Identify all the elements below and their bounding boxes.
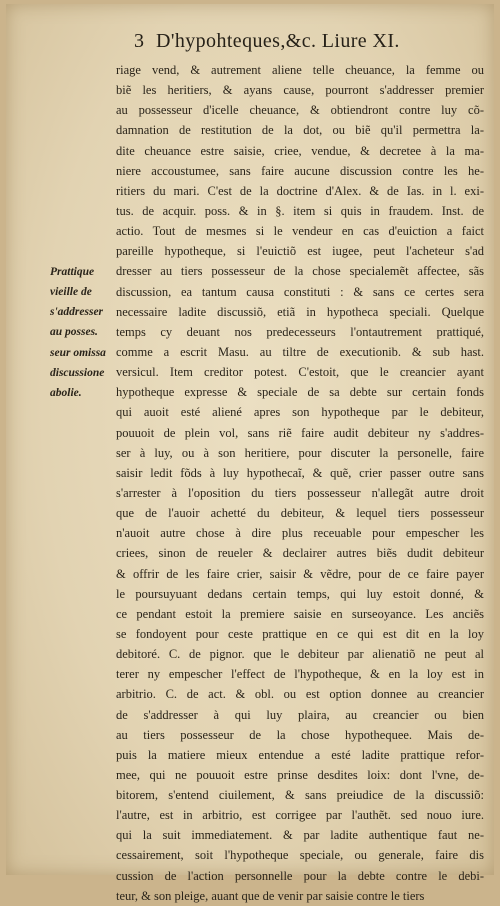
text-line: s'arrester à l'oposition du tiers possesseur n'allegãt autre droit — [116, 485, 484, 500]
text-line: temps cy deuant nos predecesseurs l'ontautrement prattiqué, — [116, 324, 484, 339]
text-line: criees, sinon de reueler & declairer autres biẽs dudit debiteur — [116, 546, 484, 561]
page-number: 3 — [134, 30, 144, 52]
text-line: actio. Tout de mesmes si le vendeur en cas d'euiction a faict — [116, 224, 484, 239]
book-page — [6, 4, 494, 903]
text-line: necessaire ladite discussiõ, etiã in hypotheca speciali. Quelque — [116, 304, 484, 319]
text-line: ritiers du mari. C'est de la doctrine d'Alex. & de Ias. in l. exi- — [116, 183, 484, 198]
body-text — [116, 60, 484, 906]
text-line: n'auoit autre chose à dire plus receuable pour empescher les — [116, 526, 484, 541]
marginal-note-line: abolie. — [50, 386, 82, 399]
text-line: l'autre, est in arbitrio, est corrigee par l'authẽt. sed nouo iure. — [116, 808, 484, 823]
text-line: versicul. Item creditor potest. C'estoit, que le creancier ayant — [116, 365, 484, 380]
marginal-note-line: s'addresser — [50, 306, 104, 319]
text-line: au tiers possesseur de la chose hypothequee. Mais de- — [116, 727, 484, 742]
text-line: qui auoit esté aliené apres son hypotheque par le debiteur, — [116, 405, 484, 420]
text-line: pareille hypotheque, si l'euictiõ est iugee, peut l'acheteur s'ad — [116, 244, 484, 259]
marginal-note-line: au posses. — [50, 326, 98, 339]
text-line: tus. de acquir. poss. & in §. item si quis in fraudem. Inst. de — [116, 203, 484, 218]
text-line: puis la matiere mieux entendue a esté ladite prattique refor- — [116, 747, 484, 762]
marginal-note-line: Prattique — [50, 266, 95, 278]
text-line: discussion, ea tantum causa constituti : & sans ce certes sera — [116, 284, 484, 299]
marginal-note-line: discussione — [50, 366, 105, 379]
text-line: biẽ les heritiers, & ayans cause, pourront s'addresser premier — [116, 83, 484, 98]
running-head — [6, 30, 494, 56]
text-line: arbitrio. C. de act. & obl. ou est option donnee au creancier — [116, 687, 484, 702]
text-line: niere accoustumee, sans faire aucune discussion contre les he- — [116, 163, 484, 178]
text-line: ce pendant estoit la premiere saisie en surseoyance. Les anciẽs — [116, 606, 484, 621]
text-line: saisir ledit fõds à luy hypothecaĩ, & quẽ, crier passer outre sans — [116, 465, 484, 480]
text-line: se fondoyent pour ceste prattique en ce qui est dit en la loy — [116, 626, 484, 641]
text-line: comme a escrit Masu. au tiltre de executionib. & sub hast. — [116, 344, 484, 359]
text-line: cessairement, soit l'hypotheque speciale, ou generale, faire dis — [116, 848, 484, 863]
marginal-note — [50, 262, 120, 403]
text-line: ser à luy, ou à son heritiere, pour discuter la personelle, faire — [116, 445, 484, 460]
text-line: que de l'auoir achetté du debiteur, & lequel tiers possesseur — [116, 506, 484, 521]
text-line: de s'addresser à qui luy plaira, au creancier ou bien — [116, 707, 484, 722]
text-line: cussion de l'action personnelle pour la debte contre le debi- — [116, 868, 484, 883]
text-line: qui la suit immediatement. & par ladite authentique faut ne- — [116, 828, 484, 843]
text-line: le poursuyuant dedans certain temps, qui luy estoit donné, & — [116, 586, 484, 601]
text-line: teur, & son pleige, auant que de venir par saisie contre le tiers — [116, 888, 425, 903]
text-line: bitorem, s'entend ciuilement, & sans preiudice de la discussiõ: — [116, 788, 484, 803]
text-line: hypotheque expresse & speciale de sa debte sur certain fonds — [116, 385, 484, 400]
text-line: riage vend, & autrement aliene telle cheuance, la femme ou — [116, 63, 484, 77]
text-line: debitoré. C. de pignor. que le debiteur par alienatiõ ne peut al — [116, 647, 484, 662]
running-title: D'hypohteques,&c. Liure XI. — [156, 30, 400, 52]
text-line: dresser au tiers possesseur de la chose specialemẽt affectee, sãs — [116, 264, 484, 279]
text-line: terer ny empescher l'effect de l'hypotheque, & en la loy est in — [116, 667, 484, 682]
text-line: au possesseur d'icelle cheuance, & obtiendront contre luy cõ- — [116, 103, 484, 118]
marginal-note-line: seur omissa — [50, 346, 106, 359]
text-line: dite cheuance estre saisie, criee, vendue, & decretee à la ma- — [116, 143, 484, 158]
marginal-note-line: vieille de — [50, 286, 92, 299]
text-line: mee, qui ne pouuoit estre prinse desdites loix: dont l'vne, de- — [116, 767, 484, 782]
text-line: & offrir de les faire crier, saisir & vẽdre, pour de ce faire payer — [116, 566, 484, 581]
text-line: pouuoit de plein vol, sans riẽ faire audit debiteur ny s'addres- — [116, 425, 484, 440]
text-line: damnation de restitution de la dot, ou biẽ qu'il permettra la- — [116, 123, 484, 138]
